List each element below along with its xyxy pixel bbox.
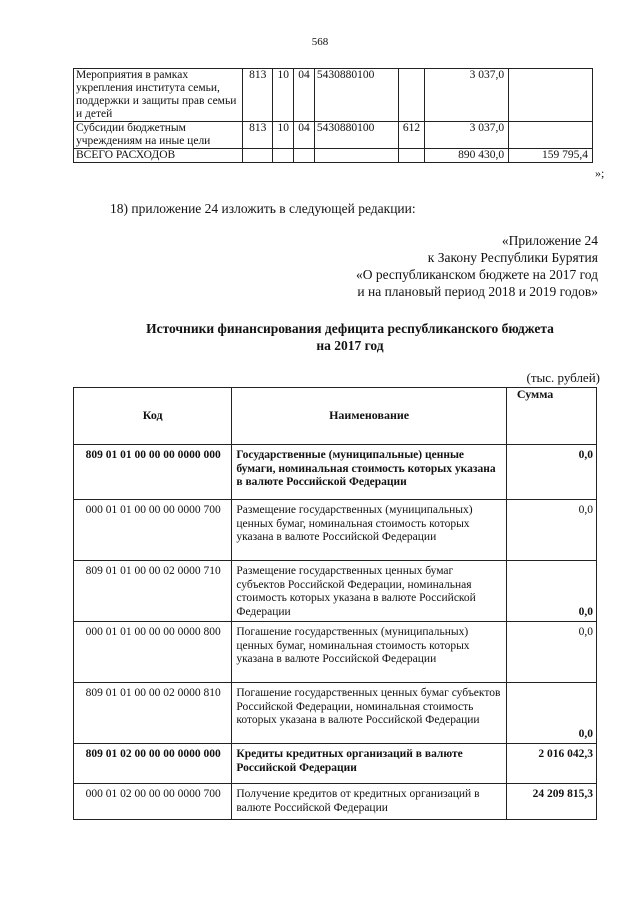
- table-row: [74, 500, 597, 561]
- row-code: 000 01 02 00 00 00 0000 700: [74, 784, 232, 820]
- row-code: 809 01 01 00 00 00 0000 000: [74, 445, 232, 500]
- row-sum: 2 016 042,3: [506, 744, 596, 784]
- row-sum: 0,0: [506, 683, 596, 744]
- row-name: Кредиты кредитных организаций в валюте Российской Федерации: [232, 744, 506, 784]
- table-cell: 3 037,0: [425, 69, 509, 122]
- table-row: [74, 683, 597, 744]
- table-cell: [509, 122, 593, 149]
- row-name: Получение кредитов от кредитных организаций в валюте Российской Федерации: [232, 784, 506, 820]
- row-sum: 0,0: [506, 561, 596, 622]
- table-cell: [242, 149, 272, 163]
- appendix-line: и на плановый период 2018 и 2019 годов»: [357, 284, 598, 299]
- table-row: [74, 122, 593, 149]
- appendix-line: к Закону Республики Бурятия: [427, 250, 598, 265]
- appendix-header: [356, 232, 598, 300]
- appendix-line: «Приложение 24: [501, 233, 598, 248]
- table-cell: 890 430,0: [425, 149, 509, 163]
- row-sum: 0,0: [506, 445, 596, 500]
- table-cell-name: ВСЕГО РАСХОДОВ: [74, 149, 243, 163]
- table-cell: 159 795,4: [509, 149, 593, 163]
- table-cell: [314, 149, 398, 163]
- row-code: 809 01 01 00 00 02 0000 810: [74, 683, 232, 744]
- table-cell-name: Субсидии бюджетным учреждениям на иные цели: [74, 122, 243, 149]
- row-name: Размещение государственных (муниципальных) ценных бумаг, номинальная стоимость которых указана в валюте Российской Федерации: [232, 500, 506, 561]
- table-cell: [509, 69, 593, 122]
- table-row: [74, 69, 593, 122]
- table-cell: 04: [294, 122, 315, 149]
- header-sum: Сумма: [506, 388, 596, 445]
- row-name: Размещение государственных ценных бумаг субъектов Российской Федерации, номинальная стоимость которых указана в валюте Российской Федерации: [232, 561, 506, 622]
- table-cell: 5430880100: [314, 122, 398, 149]
- table-cell: [398, 149, 425, 163]
- table-cell: [294, 149, 315, 163]
- table-row: [74, 445, 597, 500]
- table-cell: 3 037,0: [425, 122, 509, 149]
- row-code: 809 01 02 00 00 00 0000 000: [74, 744, 232, 784]
- header-name: Наименование: [232, 388, 506, 445]
- table-cell: [398, 69, 425, 122]
- table-row: [74, 149, 593, 163]
- title-line: на 2017 год: [316, 338, 384, 353]
- expenses-table-continuation: [73, 68, 593, 163]
- table-cell: [273, 149, 294, 163]
- title-line: Источники финансирования дефицита республиканского бюджета: [146, 321, 554, 336]
- table-row: [74, 622, 597, 683]
- table-row: [74, 561, 597, 622]
- header-code: Код: [74, 388, 232, 445]
- row-code: 809 01 01 00 00 02 0000 710: [74, 561, 232, 622]
- row-name: Погашение государственных (муниципальных) ценных бумаг, номинальная стоимость которых указана в валюте Российской Федерации: [232, 622, 506, 683]
- row-name: Государственные (муниципальные) ценные бумаги, номинальная стоимость которых указана в валюте Российской Федерации: [232, 445, 506, 500]
- row-sum: 0,0: [506, 622, 596, 683]
- page-number: 568: [311, 36, 329, 48]
- table-cell: 813: [242, 69, 272, 122]
- table-cell: 04: [294, 69, 315, 122]
- appendix-line: «О республиканском бюджете на 2017 год: [355, 267, 598, 282]
- table-cell: 10: [273, 69, 294, 122]
- table-cell: 813: [242, 122, 272, 149]
- closing-quote-mark: »;: [595, 166, 605, 180]
- table-cell: 10: [273, 122, 294, 149]
- table-header-row: [74, 388, 597, 445]
- table-cell-name: Мероприятия в рамках укрепления института семьи, поддержки и защиты прав семьи и детей: [74, 69, 243, 122]
- financing-sources-table: [73, 387, 597, 820]
- unit-label: (тыс. рублей): [526, 370, 600, 385]
- table-row: [74, 784, 597, 820]
- table-row: [74, 744, 597, 784]
- row-sum: 0,0: [506, 500, 596, 561]
- amendment-instruction: 18) приложение 24 изложить в следующей редакции:: [110, 201, 416, 216]
- row-code: 000 01 01 00 00 00 0000 700: [74, 500, 232, 561]
- table-cell: 612: [398, 122, 425, 149]
- row-code: 000 01 01 00 00 00 0000 800: [74, 622, 232, 683]
- row-sum: 24 209 815,3: [506, 784, 596, 820]
- row-name: Погашение государственных ценных бумаг субъектов Российской Федерации, номинальная стоимость которых указана в валюте Российской Федерации: [232, 683, 506, 744]
- document-title: [110, 320, 590, 354]
- table-cell: 5430880100: [314, 69, 398, 122]
